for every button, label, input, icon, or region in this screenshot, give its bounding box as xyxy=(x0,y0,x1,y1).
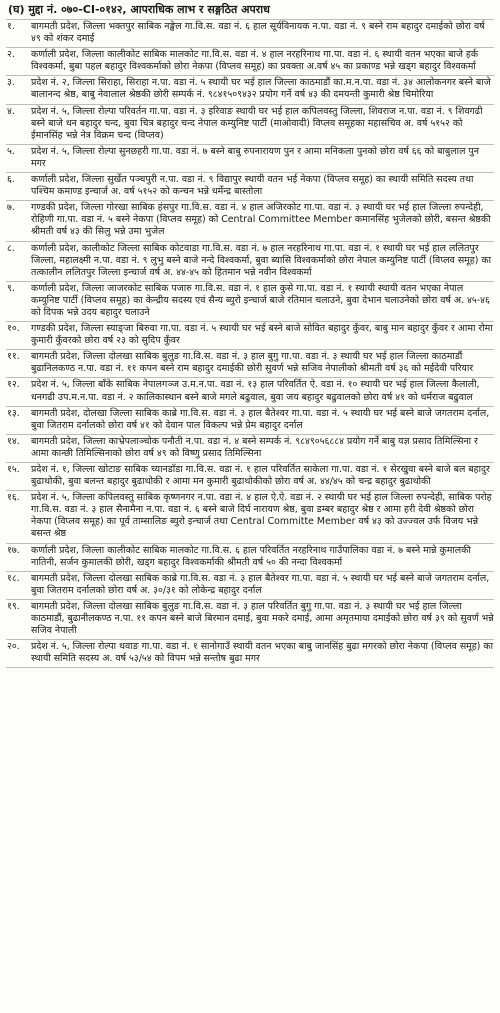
entry-text: कर्णाली प्रदेश, जिल्ला कालीकोट साबिक मालकोट गा.वि.स. वडा नं. ४ हाल नरहरिनाथ गा.पा. वडा नं. ६ स्थायी वतन भएका बाजे हर्क विश्वकर्मा, बुबा पहल बहादुर विश्वकर्माको छोरा नेकपा (विप्लव समूह) का प्रवक्ता अ.वर्ष ४५ का प्रकाण्ड भन्ने खड्ग बहादुर विश्वकर्मा xyxy=(31,49,479,73)
entry-text: कर्णाली प्रदेश, जिल्ला जाजरकोट साबिक पजारु गा.वि.स. वडा नं. १ हाल कुसे गा.पा. वडा नं. १ स्थायी स्थायी वतन भएका नेपाल कम्युनिष्ट पार्टी (विप्लव समूह) का केन्द्रीय सदस्य एवं सैन्य ब्युरो इन्चार्ज बाजे रतिमान चलाउने, बुवा देभान चलाउनेको छोरा वर्ष अ. ४५-४६ को दिपक भन्ने उदय बहादुर चलाउने xyxy=(31,282,490,318)
list-item xyxy=(6,463,494,491)
entry-text: प्रदेश नं. ५, जिल्ला रोल्पा परिवर्तन गा.पा. वडा नं. ३ इरिवाङ स्थायी घर भई हाल कपिलवस्तु जिल्ला, शिवराज न.पा. वडा नं. ९ शिवगढी बस्ने बाजे धन बहादुर चन्द, बुवा चित्र बहादुर चन्द नेपाल कम्युनिष्ट पार्टी (माओवादी) विप्लव समूहका महासचिव अ. वर्ष ५१५२ को ईमानसिंह भन्ने नेत्र विक्रम चन्द (विप्लव) xyxy=(31,105,483,141)
entry-text: बागमती प्रदेश, जिल्ला दोलखा साबिक काब्रे गा.वि.स. वडा नं. ३ हाल बैतेश्वर गा.पा. वडा नं. ५ स्थायी घर भई बस्ने बाजे जगतराम दर्नाल, बुवा जितराम दर्नालको छोरा वर्ष अ. ३०/३१ को लोकेन्द्र बहादुर दर्नाल xyxy=(31,572,490,596)
entry-number: १४. xyxy=(7,435,20,447)
entry-text: प्रदेश नं. ५, जिल्ला बाँके साबिक नेपालगञ्ज उ.म.न.पा. वडा नं. १३ हाल परिवर्तित ऐ. वडा नं. १० स्थायी घर भई हाल जिल्ला कैलाली, धनगढी उप.म.न.पा. वडा नं. २ कालिकास्थान बस्ने बाजे मगले बढुवाल, बुवा जय बहादुर बढुवालको छोरा वर्ष ४१ को धर्मराज बढुवाल xyxy=(31,379,480,403)
entry-text: बागमती प्रदेश, जिल्ला दोलखा साबिक बुलुङ गा.वि.स. वडा नं. ३ हाल परिवर्तित बुगु गा.पा. वडा नं. ३ स्थायी घर भई हाल जिल्ला काठमाडौं, बुढानीलकण्ठ न.पा. ११ कपन बस्ने बाजे बिरमान दमाई, बुवा मकरे दमाई, आमा अमृतमाया दमाईको छोरा वर्ष ३९ को सुवर्ण भन्ने सजिव नेपाली xyxy=(31,600,494,637)
entry-text: प्रदेश नं. ५, जिल्ला रोल्पा थवाङ गा.पा. वडा नं. १ सानोगाउँ स्थायी वतन भएका बाबु जानसिंह बुढा मगरको छोरा नेकपा (विप्लव समूह) का स्थायी समिति सदस्य अ. वर्ष ५३/५४ को विपम भन्ने सन्तोष बुढा मगर xyxy=(31,641,494,665)
entry-number: ६. xyxy=(7,174,15,186)
entry-number: ८. xyxy=(7,242,15,254)
entry-number: ११. xyxy=(7,351,20,363)
list-item xyxy=(6,572,494,600)
entry-number: ७. xyxy=(7,202,15,214)
entry-number: १५. xyxy=(7,464,20,475)
entry-number: ३. xyxy=(7,77,15,89)
entry-text: प्रदेश नं. १, जिल्ला खोटाङ साबिक च्यानडाँडा गा.वि.स. वडा नं. १ हाल परिवर्तित साकेला गा.पा. वडा नं. १ सेरखुवा बस्ने बाजे बल बहादुर बुढाथोकी, बुवा बलन्त बहादुर बुढाथोकी र आमा मन कुमारी बुढाथोकीको छोरा वर्ष अ. ४४/४५ को चन्द्र बहादुर बुढाथोकी xyxy=(31,464,490,488)
entry-number: १. xyxy=(7,21,15,32)
entry-text: प्रदेश नं. ५, जिल्ला रोल्पा सुनछहरी गा.पा. वडा नं. ७ बस्ने बाबु रुपनारायण पुन र आमा मनिकला पुनको छोरा वर्ष ६६ को बाबुलाल पुन मगर xyxy=(31,145,479,169)
entry-text: बागमती प्रदेश, दोलखा जिल्ला साबिक काब्रे गा.वि.स. वडा नं. ३ हाल बैतेश्वर गा.पा. वडा नं. ५ स्थायी घर भई बस्ने बाजे जगतराम दर्नाल, बुवा जितराम दर्नालको छोरा वर्ष ४१ को देवान पाल विकल्प भन्ने प्रेम बहादुर दर्नाल xyxy=(31,407,490,431)
list-item xyxy=(6,407,494,435)
list-item xyxy=(6,282,494,322)
entry-text: गण्डकी प्रदेश, जिल्ला गोरखा साबिक हंसपुर गा.वि.स. वडा नं. ४ हाल अजिरकोट गा.पा. वडा नं. ३ स्थायी घर भई हाल जिल्ला रुपन्देही, रोहिणी गा.पा. वडा नं. ५ बस्ने नेकपा (विप्लव समूह) को Central Committee Member कमानसिंह भुजेलको छोरी, बसन्त श्रेष्ठकी श्रीमती वर्ष ४३ की सिलु भन्ने उमा भुजेल xyxy=(31,202,491,238)
entry-number: १८. xyxy=(7,572,20,584)
entry-number: २. xyxy=(7,49,15,61)
entry-text: कर्णाली प्रदेश, जिल्ला सुर्खेत पञ्चपुरी न.पा. वडा नं. ९ विद्यापुर स्थायी वतन भई नेकपा (विप्लव समूह) का स्थायी समिति सदस्य तथा पश्चिम कमाण्ड इन्चार्ज अ. वर्ष ५१५२ को कन्चन भन्ने धर्मेन्द्र बास्तोला xyxy=(31,174,474,198)
list-item xyxy=(6,350,494,378)
list-item xyxy=(6,544,494,572)
entry-number: १०. xyxy=(7,323,20,335)
list-item xyxy=(6,76,494,104)
entry-number: ९. xyxy=(7,282,15,294)
entry-text: प्रदेश नं. २, जिल्ला सिराहा, सिराहा न.पा. वडा नं. ५ स्थायी घर भई हाल जिल्ला काठमाडौं का.म.न.पा. वडा नं. ३४ आलोकनगर बस्ने बाजे बालानन्द श्रेष्ठ, बाबु नेवालाल श्रेष्ठकी छोरी सम्पर्क नं. ९८४१५०९४३२ प्रयोग गर्ने वर्ष ४३ की दमयन्ती कुमारी श्रेष्ठ चिमोरिया xyxy=(31,77,491,101)
entry-text: बागमती प्रदेश, जिल्ला दोलखा साबिक बुलुङ गा.वि.स. वडा नं. ३ हाल बुगु गा.पा. वडा नं. ३ स्थायी घर भई हाल जिल्ला काठमाडौं बुढानिलकण्ठ न.पा. वडा नं. ११ कपन बस्ने राम बहादुर दमाईकी छोरी सुवर्ण भन्ने सजिव नेपालीको श्रीमती वर्ष ३६ को मईदेवी परियार xyxy=(31,351,474,375)
entry-text: बागमती प्रदेश, जिल्ला भक्तपुर साबिक नङ्खेल गा.वि.स. वडा नं. ६ हाल सूर्यविनायक न.पा. वडा नं. ९ बस्ने राम बहादुर दमाईको छोरा वर्ष ४९ को शंकर दमाई xyxy=(31,21,485,45)
entry-number: १६. xyxy=(7,492,20,504)
entry-list xyxy=(6,19,494,668)
list-item xyxy=(6,378,494,406)
list-item xyxy=(6,20,494,48)
list-item xyxy=(6,435,494,463)
entry-number: १३. xyxy=(7,407,20,419)
list-item xyxy=(6,640,494,668)
section-heading: (घ) मुद्दा नं. ०७०-CI-०१४२, आपराधिक लाभ र सङ्गठित अपराध xyxy=(8,3,270,16)
list-item xyxy=(6,173,494,201)
list-item xyxy=(6,322,494,350)
list-item xyxy=(6,145,494,173)
entry-number: १२. xyxy=(7,379,20,391)
list-item xyxy=(6,491,494,543)
list-item xyxy=(6,48,494,76)
list-item xyxy=(6,600,494,640)
entry-text: बागमती प्रदेश, जिल्ला काभ्रेपलाञ्चोक पनौती न.पा. वडा नं. ४ बस्ने सम्पर्क नं. ९८४९०५६८८४ प्रयोग गर्ने बाबु यज्ञ प्रसाद तिमिल्सिना र आमा कान्छी तिमिल्सिनाको छोरा वर्ष ४९ को विष्णु प्रसाद तिमिल्सिना xyxy=(31,435,478,459)
entry-text: प्रदेश नं. ५, जिल्ला कपिलवस्तु साबिक कृष्णनगर न.पा. वडा नं. ४ हाल ऐ.ऐ. वडा नं. २ स्थायी घर भई हाल जिल्ला रुपन्देही, साबिक परोह गा.वि.स. वडा नं. ३ हाल सैनामैना न.पा. वडा नं. ६ बस्ने बाजे दिर्घ नारायण श्रेष्ठ, बुवा डम्बर बहादुर श्रेष्ठ र आमा हरी देवी श्रेष्ठको छोरा नेकपा (विप्लव समूह) का पूर्व ताम्सालिङ ब्युरो इन्चार्ज तथा Central Committe Member वर्ष ४३ को उज्ज्वल उर्फ विजय भन्ने बसन्त श्रेष्ठ xyxy=(31,492,492,540)
entry-number: २०. xyxy=(7,641,20,653)
list-item xyxy=(6,105,494,145)
entry-number: ५. xyxy=(7,145,15,157)
entry-number: ४. xyxy=(7,105,15,117)
entry-number: १९. xyxy=(7,600,20,612)
list-item xyxy=(6,242,494,282)
entry-text: कर्णाली प्रदेश, कालीकोट जिल्ला साबिक कोटवाडा गा.वि.स. वडा नं. ७ हाल नरहरिनाथ गा.पा. वडा नं. १ स्थायी घर भई हाल ललितपुर जिल्ला, महालक्ष्मी न.पा. वडा नं. ९ लुभु बस्ने बाजे नन्दे विश्वकर्मा, बुवा ब्यासि विश्वकर्माको छोरा नेपाल कम्युनिष्ट पार्टी (विप्लव समूह) का तत्कालीन ललितपुर जिल्ला इन्चार्ज वर्ष अ. ४४-४५ को हितमान भन्ने नवीन विश्वकर्मा xyxy=(31,242,492,278)
entry-text: गण्डकी प्रदेश, जिल्ला स्याङ्जा बिरुवा गा.पा. वडा नं. ५ स्थायी घर भई बस्ने बाजे सोवित बहादुर कुँवर, बाबु मान बहादुर कुँवर र आमा रोमा कुमारी कुँवरको छोरा वर्ष २३ को सुदिप कुँवर xyxy=(31,323,493,347)
list-item xyxy=(6,201,494,241)
entry-number: १७. xyxy=(7,544,20,556)
entry-text: कर्णाली प्रदेश, जिल्ला कालीकोट साबिक मालकोट गा.वि.स. ६ हाल परिवर्तित नरहरिनाथ गाउँपालिका वडा नं. ७ बस्ने मान्ने कुमालकी नातिनी, सर्जन कुमालकी छोरी, खड्ग बहादुर विश्वकर्माकी श्रीमती वर्ष ५० की नन्दा विश्वकर्मा xyxy=(31,544,471,568)
